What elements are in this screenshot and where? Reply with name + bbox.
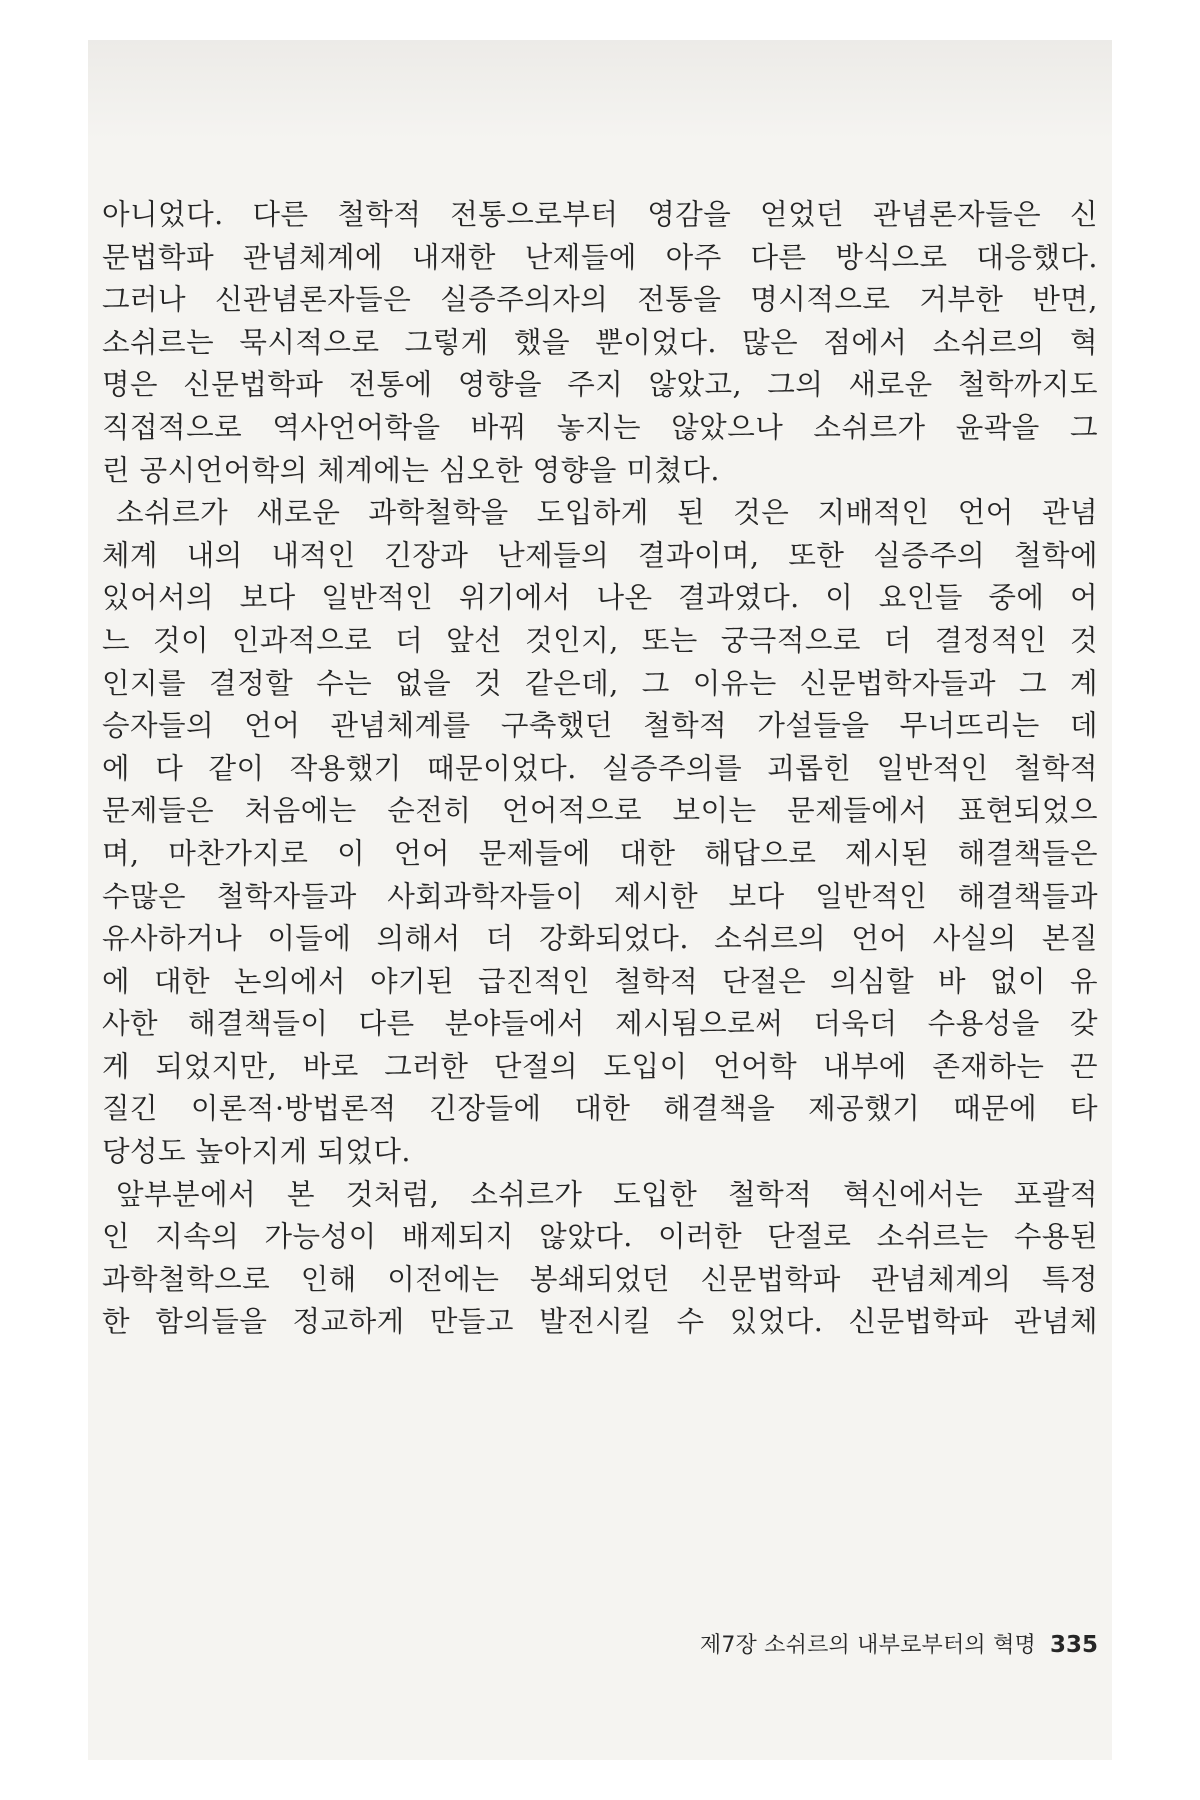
- page-number: 335: [1049, 1632, 1098, 1658]
- text-line: 인지를 결정할 수는 없을 것 같은데, 그 이유는 신문법학자들과 그 계: [102, 666, 1098, 700]
- text-line: 며, 마찬가지로 이 언어 문제들에 대한 해답으로 제시된 해결책들은: [102, 836, 1098, 870]
- text-line: 인 지속의 가능성이 배제되지 않았다. 이러한 단절로 소쉬르는 수용된: [102, 1220, 1098, 1254]
- text-line: 유사하거나 이들에 의해서 더 강화되었다. 소쉬르의 언어 사실의 본질: [102, 922, 1098, 956]
- text-line: 문제들은 처음에는 순전히 언어적으로 보이는 문제들에서 표현되었으: [102, 794, 1098, 828]
- text-line: 당성도 높아지게 되었다.: [102, 1135, 411, 1169]
- text-line: 있어서의 보다 일반적인 위기에서 나온 결과였다. 이 요인들 중에 어: [102, 581, 1098, 615]
- text-line: 앞부분에서 본 것처럼, 소쉬르가 도입한 철학적 혁신에서는 포괄적: [116, 1177, 1098, 1211]
- text-line: 승자들의 언어 관념체계를 구축했던 철학적 가설들을 무너뜨리는 데: [102, 709, 1098, 743]
- page-top-shadow: [88, 40, 1112, 140]
- text-line: 그러나 신관념론자들은 실증주의자의 전통을 명시적으로 거부한 반면,: [102, 283, 1098, 317]
- text-line: 에 다 같이 작용했기 때문이었다. 실증주의를 괴롭힌 일반적인 철학적: [102, 751, 1098, 785]
- text-line: 사한 해결책들이 다른 분야들에서 제시됨으로써 더욱더 수용성을 갖: [102, 1007, 1098, 1041]
- text-line: 린 공시언어학의 체계에는 심오한 영향을 미쳤다.: [102, 453, 720, 487]
- text-line: 에 대한 논의에서 야기된 급진적인 철학적 단절은 의심할 바 없이 유: [102, 964, 1098, 998]
- text-line: 명은 신문법학파 전통에 영향을 주지 않았고, 그의 새로운 철학까지도: [102, 368, 1098, 402]
- text-line: 게 되었지만, 바로 그러한 단절의 도입이 언어학 내부에 존재하는 끈: [102, 1049, 1098, 1083]
- text-line: 한 함의들을 정교하게 만들고 발전시킬 수 있었다. 신문법학파 관념체: [102, 1305, 1098, 1339]
- text-line: 느 것이 인과적으로 더 앞선 것인지, 또는 궁극적으로 더 결정적인 것: [102, 623, 1098, 657]
- text-line: 수많은 철학자들과 사회과학자들이 제시한 보다 일반적인 해결책들과: [102, 879, 1098, 913]
- body-text: [102, 194, 1098, 1344]
- text-line: 과학철학으로 인해 이전에는 봉쇄되었던 신문법학파 관념체계의 특정: [102, 1262, 1098, 1296]
- text-line: 소쉬르가 새로운 과학철학을 도입하게 된 것은 지배적인 언어 관념: [116, 496, 1098, 530]
- paragraph-2: [102, 492, 1098, 1174]
- text-line: 직접적으로 역사언어학을 바꿔 놓지는 않았으나 소쉬르가 윤곽을 그: [102, 410, 1098, 444]
- text-line: 체계 내의 내적인 긴장과 난제들의 결과이며, 또한 실증주의 철학에: [102, 538, 1098, 572]
- text-line: 소쉬르는 묵시적으로 그렇게 했을 뿐이었다. 많은 점에서 소쉬르의 혁: [102, 325, 1098, 359]
- running-head: 제7장 소쉬르의 내부로부터의 혁명: [699, 1633, 1036, 1658]
- text-line: 문법학파 관념체계에 내재한 난제들에 아주 다른 방식으로 대응했다.: [102, 240, 1098, 274]
- text-line: 아니었다. 다른 철학적 전통으로부터 영감을 얻었던 관념론자들은 신: [102, 198, 1098, 231]
- paragraph-3: [102, 1174, 1098, 1344]
- page-footer: [88, 1628, 1098, 1659]
- book-page: [88, 40, 1112, 1760]
- text-line: 질긴 이론적·방법론적 긴장들에 대한 해결책을 제공했기 때문에 타: [102, 1092, 1098, 1126]
- paragraph-1: [102, 194, 1098, 492]
